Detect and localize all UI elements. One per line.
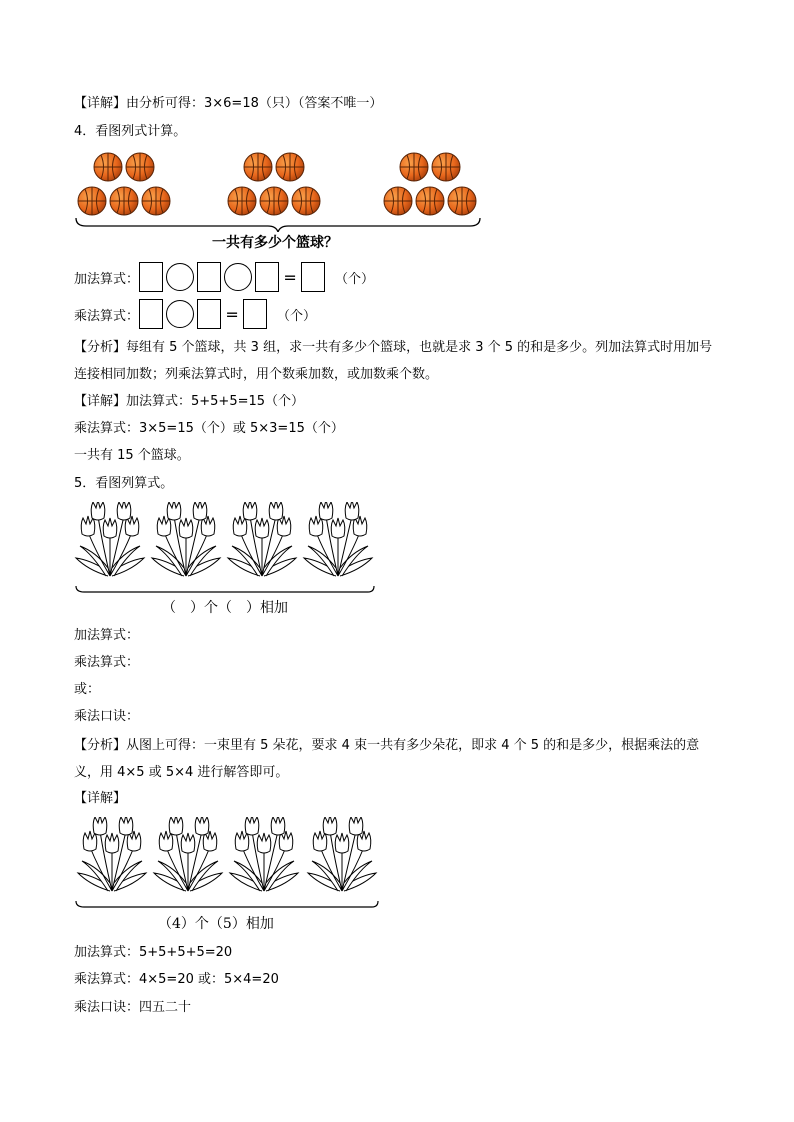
mul-label: 乘法算式：: [74, 308, 140, 324]
q4-total: 一共有 15 个篮球。: [74, 448, 190, 463]
basketball-icon: [432, 153, 460, 181]
q4-mul-row: [74, 297, 316, 331]
operator-circle[interactable]: [166, 300, 194, 328]
brace: [76, 586, 374, 592]
operator-circle[interactable]: [224, 263, 252, 291]
q5-or: 或：: [74, 682, 101, 697]
basketball-icon: [260, 187, 288, 215]
prev-detail: 【详解】由分析可得：3×6=18（只）（答案不唯一）: [74, 96, 383, 111]
basketball-icon: [400, 153, 428, 181]
basketball-icon: [416, 187, 444, 215]
q5-ans-rhyme: 乘法口诀：四五二十: [74, 1000, 192, 1015]
q4-analysis: 【分析】每组有 5 个篮球，共 3 组，求一共有多少个篮球，也就是求 3 个 5 的和是多少。列加法算式时用加号连接相同加数；列乘法算式时，用个数乘加数，或加数乘个数。: [74, 340, 713, 382]
q5-detail: 【详解】: [74, 791, 127, 806]
answer-box[interactable]: [197, 262, 221, 292]
q5-caption: （ ）个（ ）相加: [162, 600, 288, 616]
basketball-icon: [110, 187, 138, 215]
q5-analysis: 【分析】从图上可得：一束里有 5 朵花，要求 4 束一共有多少朵花，即求 4 个 5 的和是多少，根据乘法的意义，用 4×5 或 5×4 进行解答即可。: [74, 738, 700, 780]
q4-detail-add: 【详解】加法算式：5+5+5=15（个）: [74, 394, 305, 409]
answer-box[interactable]: [255, 262, 279, 292]
q5-mul: 乘法算式：: [74, 655, 140, 670]
tulip-bouquet-icon: [76, 502, 144, 576]
q4-add-row: [74, 260, 374, 294]
basketball-icon: [276, 153, 304, 181]
answer-box[interactable]: [197, 299, 221, 329]
flower-figure-1: [72, 502, 378, 598]
tulip-bouquet-icon: [304, 502, 372, 576]
q5-ans-mul: 乘法算式：4×5=20 或：5×4=20: [74, 972, 279, 987]
q5-rhyme: 乘法口诀：: [74, 709, 140, 724]
basketball-icon: [126, 153, 154, 181]
equals-sign: =: [225, 304, 239, 324]
answer-box[interactable]: [243, 299, 267, 329]
brace: [76, 901, 378, 907]
flower-figure-2: [72, 817, 382, 913]
answer-box[interactable]: [139, 299, 163, 329]
equals-sign: =: [283, 267, 297, 287]
q5-add: 加法算式：: [74, 628, 140, 643]
tulip-bouquet-icon: [230, 817, 298, 891]
answer-box[interactable]: [139, 262, 163, 292]
tulip-bouquet-icon: [228, 502, 296, 576]
tulip-bouquet-icon: [308, 817, 376, 891]
basketball-figure: [72, 150, 484, 232]
q5-ans-add: 加法算式：5+5+5+5=20: [74, 945, 233, 960]
brace: [76, 218, 480, 232]
basketball-icon: [244, 153, 272, 181]
add-label: 加法算式：: [74, 271, 140, 287]
basketball-icon: [94, 153, 122, 181]
basketball-icon: [228, 187, 256, 215]
q4-caption: 一共有多少个篮球？: [212, 235, 338, 251]
unit-label: （个）: [335, 271, 375, 287]
basketball-icon: [384, 187, 412, 215]
unit-label: （个）: [277, 308, 317, 324]
basketball-icon: [142, 187, 170, 215]
q4-detail-mul: 乘法算式：3×5=15（个）或 5×3=15（个）: [74, 421, 344, 436]
tulip-bouquet-icon: [152, 502, 220, 576]
basketball-icon: [78, 187, 106, 215]
basketball-icon: [448, 187, 476, 215]
q4-title: 4．看图列式计算。: [74, 124, 187, 139]
q5-title: 5．看图列算式。: [74, 476, 174, 491]
tulip-bouquet-icon: [78, 817, 146, 891]
basketball-icon: [292, 187, 320, 215]
tulip-bouquet-icon: [154, 817, 222, 891]
operator-circle[interactable]: [166, 263, 194, 291]
answer-box[interactable]: [301, 262, 325, 292]
q5-caption-2: （4）个（5）相加: [158, 916, 274, 932]
